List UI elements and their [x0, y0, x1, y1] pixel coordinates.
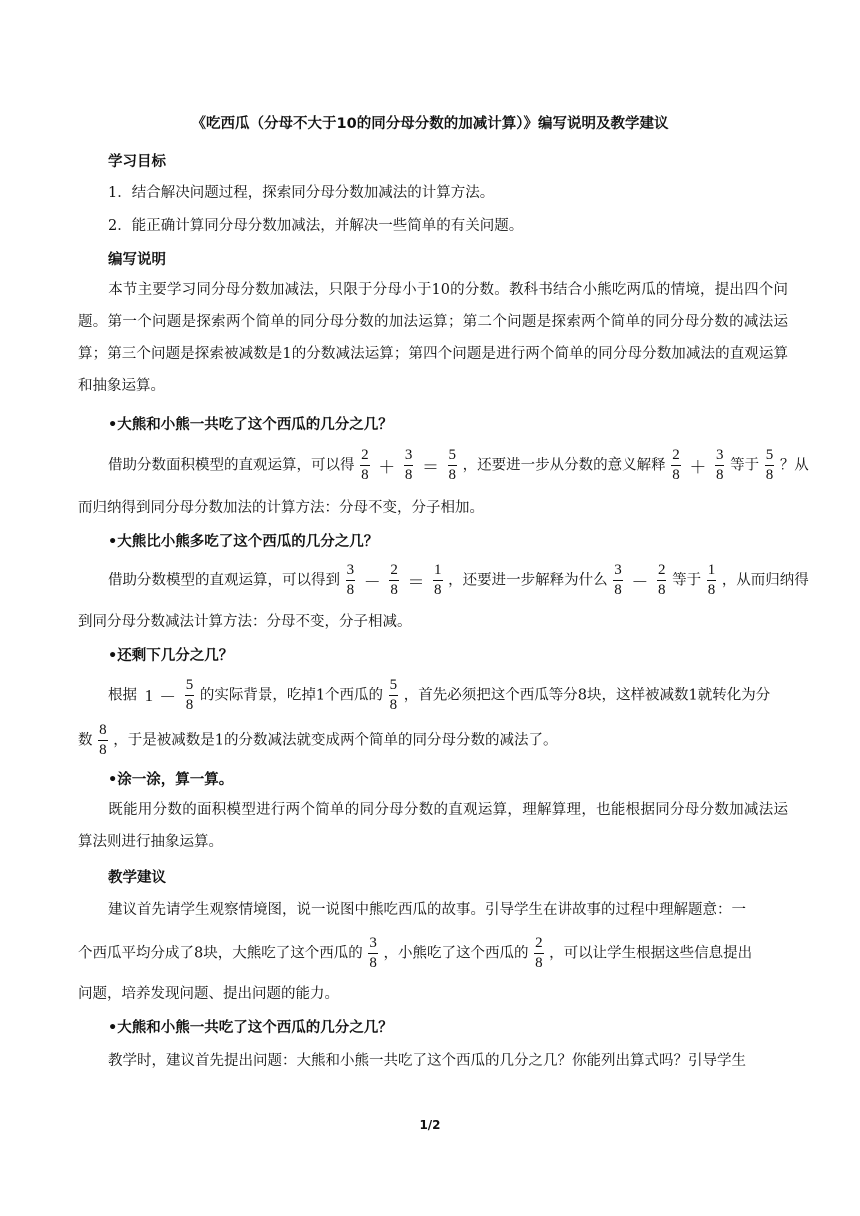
plus-sign: ＋ [378, 458, 396, 477]
q3-line-2 [78, 723, 788, 758]
fraction-5-8: $\frac{5}{8}$ [448, 447, 457, 483]
q2-line-1 [108, 563, 818, 598]
fraction-5-8: $\frac{5}{8}$ [765, 447, 774, 483]
teach-line-2 [78, 936, 788, 971]
q4-paragraph [78, 794, 788, 858]
fraction-2-8: $\frac{2}{8}$ [672, 447, 680, 483]
teach-line-3: 问题，培养发现问题、提出问题的能力。 [78, 986, 339, 1002]
fraction-2-8: $\frac{2}{8}$ [535, 935, 543, 971]
q3-text-a: 根据 [108, 687, 137, 704]
minus-sign: － [631, 573, 649, 592]
q4-text: 既能用分数的面积模型进行两个简单的同分母分数的直观运算，理解算理，也能根据同分母分数加减法运算法则进行抽象运算。 [78, 802, 788, 850]
fraction-2-8: $\frac{2}{8}$ [390, 562, 398, 598]
fraction-1-8: $\frac{1}{8}$ [707, 562, 716, 598]
q1-text-d: ？从 [779, 457, 809, 474]
page-number: 1/2 [419, 1118, 441, 1132]
q1-line-1 [108, 448, 818, 483]
fraction-5-8: $\frac{5}{8}$ [185, 677, 194, 713]
q2-text-a: 借助分数模型的直观运算，可以得到 [108, 572, 340, 589]
fraction-8-8: $\frac{8}{8}$ [99, 722, 107, 758]
fraction-1-8: $\frac{1}{8}$ [434, 562, 442, 598]
question-heading-2: •大熊比小熊多吃了这个西瓜的几分之几？ [108, 534, 379, 550]
equals-sign: ＝ [421, 458, 439, 477]
document-title: 《吃西瓜（分母不大于10的同分母分数的加减计算）》编写说明及教学建议 [191, 116, 669, 132]
fraction-3-8: $\frac{3}{8}$ [369, 935, 377, 971]
minus-sign: － [363, 573, 381, 592]
equals-sign: ＝ [407, 573, 425, 592]
question-heading-3: •还剩下几分之几？ [108, 648, 234, 664]
teach-line-1: 建议首先请学生观察情境图，说一说图中熊吃西瓜的故事。引导学生在讲故事的过程中理解题意：一 [108, 902, 746, 918]
teach-text-b: 个西瓜平均分成了8块，大熊吃了这个西瓜的 [78, 945, 363, 962]
q1-text-b: ，还要进一步从分数的意义解释 [462, 457, 666, 474]
q3-line-1 [108, 678, 818, 713]
question-heading-1: •大熊和小熊一共吃了这个西瓜的几分之几？ [108, 417, 393, 433]
fraction-3-8: $\frac{3}{8}$ [346, 562, 355, 598]
writing-text: 本节主要学习同分母分数加减法，只限于分母小于10的分数。教科书结合小熊吃两瓜的情境，提出四个问题。第一个问题是探索两个简单的同分母分数的加法运算；第二个问题是探索两个简单的同分母分数的减法运算；第三个问题是探索被减数是1的分数减法运算；第四个问题是进行两个简单的同分母分数加减法的直观运算和抽象运算。 [78, 282, 788, 394]
plus-sign: ＋ [689, 458, 707, 477]
question-heading-5: •大熊和小熊一共吃了这个西瓜的几分之几？ [108, 1020, 393, 1036]
q1-text-c: 等于 [730, 457, 760, 474]
q3-text-b: 的实际背景，吃掉1个西瓜的 [199, 687, 384, 704]
q2-text-c: 等于 [672, 572, 702, 589]
fraction-3-8: $\frac{3}{8}$ [404, 447, 413, 483]
writing-paragraph [78, 274, 788, 402]
goal-item-2: 2．能正确计算同分母分数加减法，并解决一些简单的有关问题。 [108, 218, 524, 234]
question-heading-4: •涂一涂，算一算。 [108, 772, 234, 788]
fraction-2-8: $\frac{2}{8}$ [361, 447, 369, 483]
fraction-3-8: $\frac{3}{8}$ [715, 447, 724, 483]
q2-text-b: ，还要进一步解释为什么 [448, 572, 608, 589]
q3-text-c: ，首先必须把这个西瓜等分8块，这样被减数1就转化为分 [403, 687, 771, 704]
number-one: 1 [144, 685, 154, 705]
q1-line-2: 而归纳得到同分母分数加法的计算方法：分母不变，分子相加。 [78, 500, 484, 516]
section-heading-goals: 学习目标 [108, 154, 166, 170]
section-heading-writing: 编写说明 [108, 252, 166, 268]
fraction-5-8: $\frac{5}{8}$ [389, 677, 398, 713]
fraction-2-8: $\frac{2}{8}$ [657, 562, 666, 598]
q1-text-a: 借助分数面积模型的直观运算，可以得 [108, 457, 355, 474]
goal-item-1: 1．结合解决问题过程，探索同分母分数加减法的计算方法。 [108, 185, 495, 201]
q2-line-2: 到同分母分数减法计算方法：分母不变，分子相减。 [78, 614, 412, 630]
q5-line-1: 教学时，建议首先提出问题：大熊和小熊一共吃了这个西瓜的几分之几？你能列出算式吗？引导学生 [108, 1053, 746, 1069]
section-heading-teaching: 教学建议 [108, 870, 166, 886]
q3-text-d: 数 [78, 732, 93, 749]
teach-text-d: ，可以让学生根据这些信息提出 [549, 945, 753, 962]
minus-sign: － [159, 688, 177, 707]
teach-text-c: ，小熊吃了这个西瓜的 [383, 945, 529, 962]
fraction-3-8: $\frac{3}{8}$ [614, 562, 622, 598]
q3-text-e: ，于是被减数是1的分数减法就变成两个简单的同分母分数的减法了。 [113, 732, 558, 749]
q2-text-d: ，从而归纳得 [721, 572, 809, 589]
